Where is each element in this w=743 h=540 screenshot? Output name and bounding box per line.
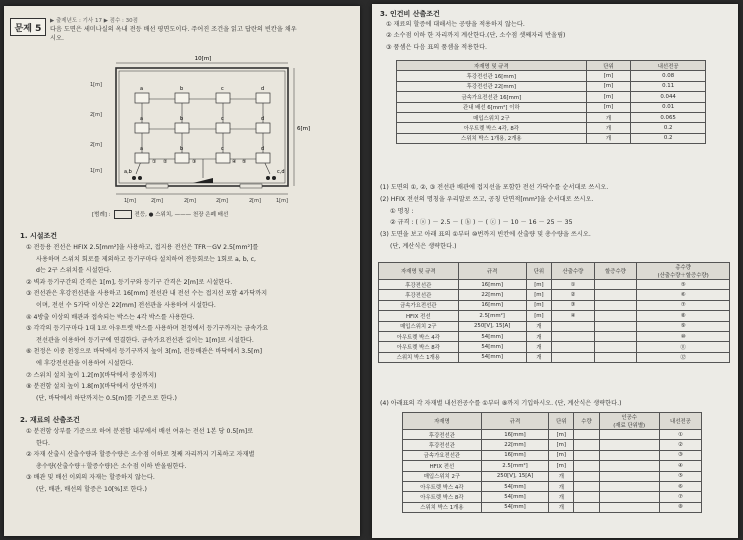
table-cell: ④ [552,311,595,321]
plan-bottom-dim: 1[m] [124,198,136,204]
table-cell: 0.2 [631,133,706,143]
circle-num: ③ [192,159,197,165]
table-cell: 후강전선관 16[mm] [397,71,587,81]
table-cell: 개 [586,112,631,122]
table-header: 인공수 (재료 단위별) [599,413,659,430]
table-cell: 개 [549,471,574,481]
plan-left-dim: 1[m] [90,82,102,88]
question-4: (4) 아래표의 각 자재별 내선전공수를 ①부터 ⑧까지 기입하시오. (단, 계산식은 생략한다.) [380,400,622,407]
table-cell: 매입스위치 2구 [379,321,459,331]
table-row [403,471,702,481]
table-cell: 개 [586,123,631,133]
table-cell: ② [552,290,595,300]
table-cell [574,502,599,512]
table-row [397,81,706,91]
table-cell: HFIX 전선 [403,461,482,471]
table-cell [574,492,599,502]
table-cell: 54[mm] [481,481,548,491]
table-row [379,300,730,310]
table-cell: HFIX 전선 [379,311,459,321]
table-cell: 후강전선관 [403,440,482,450]
legend: [범례] : 전등, ● 스위치, ——— 천장 은폐 배선 [92,212,229,218]
table-cell: 16[mm] [458,280,526,290]
table-cell: 개 [586,133,631,143]
light-fixture [256,93,270,103]
table-header: 산출수량 [552,263,595,280]
table-header: 규격 [481,413,548,430]
table-cell [599,440,659,450]
table-cell [574,440,599,450]
text-line: 사용하며 스위치 회로를 제외하고 등기구마다 설치하여 전등회로는 1회로 a, b, c, [36,255,256,263]
table-row [379,321,730,331]
switch-label-left: a,b [124,169,132,175]
table-row [403,440,702,450]
row-letter: a [140,146,144,152]
table-header: 내선전공 [659,413,701,430]
section-title: 3. 인건비 산출조건 [380,10,440,18]
table-cell: 후강전선관 [379,290,459,300]
text-line: (단, 바닥에서 하단까지는 0.5[m]를 기준으로 한다.) [36,394,177,402]
row-letter: d [261,116,265,122]
text-line: ⑤ 각각의 등기구마다 1대 1로 아우트렛 박스를 사용하며 천정에서 등기구까지는 금속가요 [26,325,269,333]
table-cell [594,321,637,331]
table-cell: 0.01 [631,102,706,112]
circle-num: ④ [232,159,237,165]
switch-symbol [132,176,136,180]
left-page [4,6,360,536]
table-cell: ⑤ [659,471,701,481]
plan-left-dim: 1[m] [90,168,102,174]
text-line: ⑥ 천정은 이중 천정으로 바닥에서 등기구까지 높이 3[m], 전등배관은 바닥에서 3.5[m] [26,348,263,356]
text-line: ⑦ 스위치 설치 높이 1.2[m](바닥에서 중심까지) [26,371,157,379]
text-line: ② 벽과 등기구간의 간격은 1[m], 등기구와 등기구 간격은 2[m]로 시설한다. [26,278,233,286]
table-cell: 아우트렛 박스 4각 [403,481,482,491]
light-fixture [216,93,230,103]
table-cell [594,311,637,321]
table-cell: 16[mm] [481,430,548,440]
table-header: 자재명 및 규격 [379,263,459,280]
text-line: (3) 도면을 보고 아래 표의 ①부터 ⑩번까지 빈칸에 산출량 및 총수량을 쓰시오. [380,231,591,239]
table-cell: ④ [659,461,701,471]
table-cell: 250[V], 15[A] [458,321,526,331]
text-line: 총수량(산출수량＋할증수량)은 소수점 이하 반올림한다. [36,462,187,470]
plan-bottom-dim: 2[m] [216,198,228,204]
light-fixture [256,153,270,163]
table-cell: ⑪ [637,342,730,352]
table-header: 자재명 [403,413,482,430]
table-cell: 16[mm] [458,300,526,310]
section-title: 2. 재료의 산출조건 [20,416,80,424]
table-cell: 아우트렛 박스 8각 [379,342,459,352]
table-cell: 관내 배선 6[mm²] 이하 [397,102,587,112]
table-header: 내선전공 [631,61,706,71]
text-line: (2) HFIX 전선의 명칭을 우리말로 쓰고, 공칭 단면적[mm²]을 순서대로 쓰시오. [380,195,594,203]
table-header: 자재명 및 규격 [397,61,587,71]
table-cell: [m] [549,461,574,471]
table-cell: 2.5[mm²] [481,461,548,471]
table-row [379,311,730,321]
plan-bottom-dim: 2[m] [151,198,163,204]
light-fixture [216,153,230,163]
table-header: 수량 [574,413,599,430]
intro-line: 시오. [50,35,64,42]
table-cell [552,352,595,362]
table-cell: [m] [526,280,551,290]
door-opening [146,184,168,188]
labor-table [402,412,702,513]
table-cell: 54[mm] [481,492,548,502]
table-cell: ⑨ [637,321,730,331]
table-row [403,461,702,471]
table-cell: [m] [549,430,574,440]
table-cell [599,461,659,471]
light-fixture [175,123,189,133]
text-line: ① 분전함 상부를 기준으로 하여 분전함 내부에서 배선 여유는 전선 1본 당 0.5[m]로 [26,428,254,435]
table-cell: 후강전선관 [403,430,482,440]
table-cell: 개 [549,492,574,502]
table-cell [594,280,637,290]
table-cell: ⑩ [637,331,730,341]
text-line: ① 재료의 할증에 대해서는 공량을 적용하지 않는다. [386,21,525,28]
table-cell [599,450,659,460]
table-cell [594,290,637,300]
table-cell: 후강전선관 22[mm] [397,81,587,91]
text-line: ④ 4방출 이상의 배관과 접속되는 박스는 4각 박스를 사용한다. [26,313,195,321]
table-cell: 스위치 박스 1개용, 2개용 [397,133,587,143]
table-cell [574,471,599,481]
table-cell: [m] [549,440,574,450]
problem-badge: 문제 5 [10,18,46,36]
text-line: 한다. [36,439,50,447]
table-row [403,481,702,491]
text-line: ② 소수점 이하 한 자리까지 계산한다.(단, 소수점 셋째자리 반올림) [386,32,566,40]
problem-meta: ▶ 출제년도 : 기사 17 ▶ 점수 : 30점 [50,18,138,24]
table-cell: [m] [586,102,631,112]
table-cell: 54[mm] [458,342,526,352]
table-cell: 개 [526,342,551,352]
row-letter: c [221,146,224,152]
labor-rate-table [396,60,706,144]
table-cell: ① [659,430,701,440]
table-cell [599,502,659,512]
text-line: (단, 배관, 배선의 할증은 10[%]로 한다.) [36,486,147,493]
table-row [379,342,730,352]
plan-bottom-dim: 1[m] [276,198,288,204]
row-letter: a [140,86,144,92]
row-letter: d [261,86,265,92]
table-row [403,430,702,440]
table-cell: 후강전선관 [379,280,459,290]
table-cell [599,430,659,440]
switch-icon: ● [148,212,154,218]
right-page [372,4,738,538]
table-cell: 0.044 [631,92,706,102]
table-cell [594,331,637,341]
table-cell [599,471,659,481]
legend-switch: 스위치, [155,212,173,218]
table-cell: [m] [526,290,551,300]
plan-bottom-dim: 2[m] [184,198,196,204]
text-line: ⑧ 분전함 설치 높이 1.8[m](바닥에서 상단까지) [26,383,157,391]
circle-num: ② [163,159,168,165]
table-cell: ① [552,280,595,290]
table-cell: [m] [586,81,631,91]
table-cell [594,352,637,362]
table-cell [599,492,659,502]
table-cell [552,342,595,352]
table-cell: ⑦ [637,300,730,310]
table-cell: ⑥ [637,290,730,300]
text-line: (1) 도면의 ①, ②, ③ 전선관 배관에 접지선을 포함한 전선 가닥수를 순서대로 쓰시오. [380,184,609,191]
table-cell: 스위치 박스 1개용 [379,352,459,362]
table-cell: [m] [526,311,551,321]
text-line: 이며, 전선 수 5가닥 이상은 22[mm] 전선관을 사용하여 시설한다. [36,302,216,309]
door-opening [240,184,262,188]
table-cell: 0.11 [631,81,706,91]
intro-line: 다음 도면은 세미나실의 옥내 전등 배선 평면도이다. 주어진 조건을 읽고 답란의 빈칸을 채우 [50,26,297,33]
light-fixture [175,93,189,103]
table-cell: 아우트렛 박스 4각, 8각 [397,123,587,133]
table-cell: 2.5[mm²] [458,311,526,321]
table-row [379,280,730,290]
plan-bottom-dim: 2[m] [249,198,261,204]
table-cell: 54[mm] [458,352,526,362]
table-cell: 22[mm] [481,440,548,450]
plan-left-dim: 2[m] [90,112,102,118]
text-line: ① 전등용 전선은 HFIX 2.5[mm²]을 사용하고, 접지용 전선은 TFR－GV 2.5[mm²]를 [26,244,259,251]
table-cell: ⑫ [637,352,730,362]
circle-num: ① [152,159,157,165]
floor-plan [88,52,318,206]
table-row [397,71,706,81]
text-line: ② 자재 산출시 산출수량과 할증수량은 소수점 이하로 첫째 자리까지 기록하고 자재별 [26,451,255,459]
table-row [403,492,702,502]
row-letter: d [261,146,265,152]
text-line: ① 명칭 : [390,207,414,215]
light-fixture [135,93,149,103]
table-cell: ⑥ [659,481,701,491]
table-row [403,450,702,460]
legend-light: 전등, [134,212,147,218]
text-line: ② 규격 : ( ⓐ ) － 2.5 － ( ⓑ ) － ( ⓒ ) － 10 － 16 － 25 － 35 [390,219,573,227]
switch-symbol [272,176,276,180]
circle-num: ⑤ [242,159,247,165]
table-cell: 아우트렛 박스 8각 [403,492,482,502]
table-cell: ③ [659,450,701,460]
row-letter: c [221,116,224,122]
table-cell [594,300,637,310]
table-cell: 54[mm] [458,331,526,341]
distribution-panel [193,178,213,183]
table-row [397,123,706,133]
table-cell: 개 [526,331,551,341]
table-row [403,502,702,512]
table-row [379,352,730,362]
text-line: 에 후강전선관을 이용하여 시설한다. [36,360,134,367]
table-cell: 0.065 [631,112,706,122]
table-header: 단위 [549,413,574,430]
table-row [397,102,706,112]
light-fixture [216,123,230,133]
table-cell [552,331,595,341]
table-cell: 250[V], 15[A] [481,471,548,481]
light-fixture [175,153,189,163]
light-fixture [135,153,149,163]
table-row [397,133,706,143]
table-header: 단위 [526,263,551,280]
plan-top-dim: 10[m] [194,56,212,62]
plan-left-dim: 2[m] [90,142,102,148]
table-cell: 금속가요전선관 [379,300,459,310]
table-cell: 매입스위치 2구 [397,112,587,122]
table-header: 총수량 (산출수량＋할증수량) [637,263,730,280]
table-cell: 0.2 [631,123,706,133]
switch-symbol [138,176,142,180]
table-header: 할증수량 [594,263,637,280]
table-cell [574,481,599,491]
table-header: 단위 [586,61,631,71]
text-line: d는 2구 스위치를 시설한다. [36,267,112,275]
table-cell: 개 [526,352,551,362]
text-line: 전선관을 이용하여 등기구에 연결한다. 금속가요전선관 길이는 1[m]로 시설한다. [36,336,254,344]
switch-symbol [266,176,270,180]
text-line: (단, 계산식은 생략한다.) [390,243,457,250]
table-cell: ⑤ [637,280,730,290]
row-letter: b [180,116,184,122]
table-cell [552,321,595,331]
table-cell [574,430,599,440]
table-cell: 16[mm] [481,450,548,460]
text-line: ③ 전선관은 후강전선관을 사용하고 16[mm] 전선관 내 전선 수는 접지선 포함 4가닥까지 [26,290,268,298]
table-row [379,331,730,341]
table-cell: [m] [586,71,631,81]
legend-wire: 천장 은폐 배선 [192,212,229,218]
table-row [397,92,706,102]
table-cell: 개 [549,481,574,491]
text-line: ③ 품셈은 다음 표의 품셈을 적용한다. [386,43,488,51]
table-cell: 22[mm] [458,290,526,300]
table-cell: 54[mm] [481,502,548,512]
table-cell [599,481,659,491]
table-cell: 금속가요전선관 16[mm] [397,92,587,102]
table-cell: ② [659,440,701,450]
table-cell: [m] [549,450,574,460]
table-cell: 개 [526,321,551,331]
table-cell: ⑧ [659,502,701,512]
table-cell: ⑧ [637,311,730,321]
text-line: ③ 배관 및 배선 이외의 자재는 할증하지 않는다. [26,474,155,482]
table-cell: [m] [526,300,551,310]
table-cell [574,461,599,471]
table-row [397,112,706,122]
quantity-table [378,262,730,363]
table-cell: 개 [549,502,574,512]
table-cell [594,342,637,352]
table-cell: [m] [586,92,631,102]
switch-label-right: c,d [277,169,285,175]
light-fixture [135,123,149,133]
table-cell: 0.08 [631,71,706,81]
table-cell [574,450,599,460]
row-letter: b [180,86,184,92]
row-letter: a [140,116,144,122]
table-cell: 금속가요전선관 [403,450,482,460]
row-letter: c [221,86,224,92]
table-cell: 매입스위치 2구 [403,471,482,481]
table-cell: ⑦ [659,492,701,502]
light-fixture [256,123,270,133]
table-cell: 아우트렛 박스 4각 [379,331,459,341]
table-cell: ③ [552,300,595,310]
section-title: 1. 시설조건 [20,232,58,240]
table-header: 규격 [458,263,526,280]
table-cell: 스위치 박스 1개용 [403,502,482,512]
table-row [379,290,730,300]
plan-right-dim: 6[m] [297,126,311,132]
legend-label: [범례] : [92,212,111,218]
row-letter: b [180,146,184,152]
